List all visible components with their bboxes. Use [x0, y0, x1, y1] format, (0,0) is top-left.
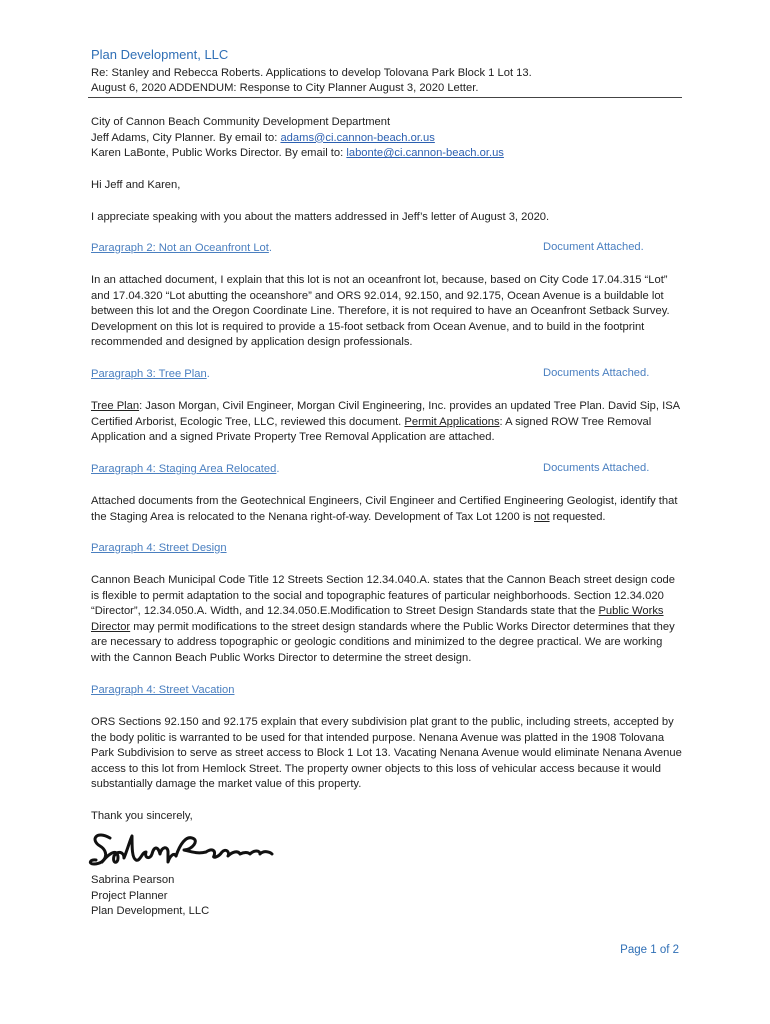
- greeting: Hi Jeff and Karen,: [91, 179, 181, 191]
- recipient-line-2: [91, 146, 683, 162]
- section-3-body: [91, 494, 683, 525]
- section-2-heading-link[interactable]: Paragraph 3: Tree Plan: [91, 368, 207, 380]
- section-3-text-a: Attached documents from the Geotechnical Engineers, Civil Engineer and Certified Engineering Geologist, identify that the Staging Area is relocated to the Nenana right-of-way. Development of Tax Lot 1200 is: [91, 495, 678, 523]
- section-1-heading-punct: .: [268, 242, 272, 254]
- section-2-body: [91, 399, 683, 446]
- intro-text: I appreciate speaking with you about the matters addressed in Jeff’s letter of August 3, 2020.: [91, 211, 550, 223]
- section-3-heading-punct: .: [276, 463, 280, 475]
- section-2-heading-punct: .: [206, 368, 210, 380]
- section-3-attachment-note: Documents Attached.: [543, 462, 650, 474]
- firm-name: Plan Development, LLC: [91, 47, 229, 62]
- section-3-heading-link[interactable]: Paragraph 4: Staging Area Relocated: [91, 463, 277, 475]
- recipient-line-1: [91, 131, 683, 147]
- signer-title: Project Planner: [91, 889, 168, 902]
- not-emphasis: not: [534, 510, 550, 523]
- section-4-heading-link[interactable]: Paragraph 4: Street Design: [91, 542, 227, 554]
- signature-block: [91, 873, 683, 920]
- public-works-director-emphasis: Public Works Director: [91, 605, 664, 633]
- section-2-text-a: : Jason Morgan, Civil Engineer, Morgan Civil Engineering, Inc. provides an updated Tree Plan. David Sip, ISA Certified Arborist, Ecologic Tree, LLC, reviewed this document.: [91, 400, 680, 428]
- addendum-line: August 6, 2020 ADDENDUM: Response to City Planner August 3, 2020 Letter.: [91, 82, 479, 94]
- section-1-heading-link[interactable]: Paragraph 2: Not an Oceanfront Lot: [91, 242, 269, 254]
- section-4-text-b: may permit modifications to the street design standards where the Public Works Director determines that they are necessary to address topographic or geologic conditions and minimized to the degree practical. We are working with the Cannon Beach Public Works Director to determine the street design.: [91, 620, 675, 664]
- closing-thanks: Thank you sincerely,: [91, 810, 193, 822]
- tree-plan-label: Tree Plan: [91, 400, 140, 412]
- section-2-text-b: : A signed ROW Tree Removal Application and a signed Private Property Tree Removal Application are attached.: [91, 415, 652, 444]
- section-5-heading-link[interactable]: Paragraph 4: Street Vacation: [91, 684, 235, 696]
- re-line: Re: Stanley and Rebecca Roberts. Applications to develop Tolovana Park Block 1 Lot 13.: [91, 67, 532, 79]
- section-5-heading: [91, 683, 683, 699]
- section-4-body: [91, 573, 683, 667]
- recipient-1-text: Jeff Adams, City Planner. By email to:: [91, 131, 281, 144]
- header-divider: [88, 97, 682, 98]
- section-5-body: ORS Sections 92.150 and 92.175 explain that every subdivision plat grant to the public, including streets, accepted by the body politic is warranted to be used for that intended purpose. Nenana Avenue was platted in the 1908 Tolovana Park Subdivision to serve as street access to Block 1 Lot 13. Vacating Nenana Avenue would eliminate Nenana Avenue access to this lot from Hemlock Street. The property owner objects to this loss of vehicular access because it would substantially damage the market value of this property.: [91, 716, 682, 791]
- signer-name: Sabrina Pearson: [91, 874, 175, 886]
- signer-company: Plan Development, LLC: [91, 905, 210, 918]
- page-number: Page 1 of 2: [620, 944, 679, 956]
- section-1-body: In an attached document, I explain that this lot is not an oceanfront lot, because, based on City Code 17.04.315 “Lot” and 17.04.320 “Lot abutting the oceanshore” and ORS 92.014, 92.150, and 92.175, Ocean Avenue is a buildable lot between this lot and the Oregon Coordinate Line. Therefore, it is not required to have an Oceanfront Setback Survey. Development on this lot is required to provide a 15-foot setback from Ocean Avenue, and to build in the footprint recommended and designed by application design professionals.: [91, 274, 670, 349]
- section-2-attachment-note: Documents Attached.: [543, 367, 650, 379]
- permit-applications-label: Permit Applications: [404, 415, 500, 428]
- email-link-labonte[interactable]: labonte@ci.cannon-beach.or.us: [346, 147, 504, 160]
- section-4-heading: [91, 541, 683, 557]
- section-4-text-a: Cannon Beach Municipal Code Title 12 Streets Section 12.34.040.A. states that the Cannon Beach street design code is flexible to permit adaptation to the social and topographic features of particular neighborhoods. Section 12.34.020 “Director”, 12.34.050.A. Width, and 12.34.050.E.Modification to Street Design Standards state that the: [91, 574, 675, 618]
- section-1-attachment-note: Document Attached.: [543, 241, 644, 253]
- recipient-department: City of Cannon Beach Community Development Department: [91, 116, 391, 128]
- section-3-text-b: requested.: [549, 510, 606, 523]
- email-link-adams[interactable]: adams@ci.cannon-beach.or.us: [280, 131, 435, 144]
- handwritten-signature: [88, 826, 278, 876]
- recipients-block: [91, 115, 683, 162]
- recipient-2-text: Karen LaBonte, Public Works Director. By email to:: [91, 147, 347, 160]
